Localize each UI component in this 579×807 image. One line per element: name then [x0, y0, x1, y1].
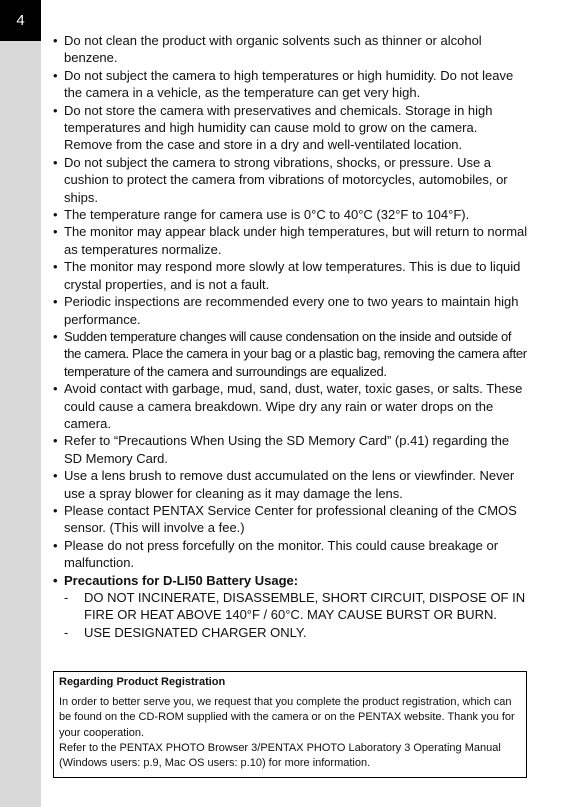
list-item-text: Do not subject the camera to high temperatures or high humidity. Do not leave the camera in a vehicle, as the temperature can get very high. [64, 67, 514, 101]
battery-heading: Precautions for D-LI50 Battery Usage: [64, 572, 299, 588]
side-margin-strip [0, 0, 41, 807]
bullet-icon: • [53, 207, 58, 223]
list-item [53, 293, 529, 328]
bullet-icon: • [53, 502, 58, 518]
list-item-text: Do not store the camera with preservatives and chemicals. Storage in high temperatures and high humidity can cause mold to grow on the camera. Remove from the case and store in a dry and well-ventilated location. [64, 102, 493, 153]
registration-notice-box [53, 671, 527, 778]
list-item [53, 467, 529, 502]
list-item [53, 328, 529, 380]
list-item [53, 223, 529, 258]
bullet-icon: • [53, 259, 58, 275]
list-item-text: The monitor may appear black under high temperatures, but will return to normal as temperatures normalize. [64, 224, 528, 257]
dash-icon: - [64, 624, 69, 640]
list-item [53, 537, 529, 572]
list-item [53, 432, 529, 467]
bullet-icon: • [53, 67, 58, 83]
list-item-text: Refer to “Precautions When Using the SD Memory Card” (p.41) regarding the SD Memory Card. [64, 433, 510, 466]
bullet-icon: • [53, 33, 58, 48]
bullet-icon: • [53, 381, 58, 397]
bullet-icon: • [53, 224, 58, 240]
bullet-icon: • [53, 154, 58, 170]
list-item [53, 154, 529, 206]
bullet-icon: • [53, 537, 58, 553]
list-item-text: Do not subject the camera to strong vibrations, shocks, or pressure. Use a cushion to protect the camera from vibrations of motorcycles, automobiles, or ships. [64, 154, 508, 205]
page-number: 4 [0, 0, 41, 41]
list-item [53, 67, 529, 102]
bullet-icon: • [53, 468, 58, 484]
list-item-text: Avoid contact with garbage, mud, sand, dust, water, toxic gases, or salts. These could cause a camera breakdown. Wipe dry any rain or water drops on the camera. [64, 381, 523, 431]
list-item [64, 589, 529, 624]
list-item-text: Please do not press forcefully on the monitor. This could cause breakage or malfunction. [64, 537, 499, 571]
battery-warnings-list [64, 589, 529, 641]
list-item [53, 206, 529, 223]
list-item-text: Please contact PENTAX Service Center for professional cleaning of the CMOS sensor. (This will involve a fee.) [64, 502, 517, 536]
bullet-icon: • [53, 328, 58, 344]
bullet-icon: • [53, 433, 58, 449]
list-item-text: The monitor may respond more slowly at low temperatures. This is due to liquid crystal properties, and is not a fault. [64, 259, 521, 292]
bullet-icon: • [53, 572, 58, 588]
list-item [53, 502, 529, 537]
list-item-text: The temperature range for camera use is 0°C to 40°C (32°F to 104°F). [64, 207, 470, 223]
list-item-text: Use a lens brush to remove dust accumulated on the lens or viewfinder. Never use a spray blower for cleaning as it may damage the lens. [64, 468, 515, 501]
list-item [53, 32, 529, 67]
list-item [53, 102, 529, 154]
dash-icon: - [64, 590, 69, 605]
registration-title: Regarding Product Registration [59, 676, 226, 688]
list-item-text: Sudden temperature changes will cause condensation on the inside and outside of the camera. Place the camera in your bag or a plastic bag, removing the camera after temperature of the camera and surroundings are equalized. [64, 328, 527, 379]
list-item [53, 258, 529, 293]
precautions-content [53, 32, 529, 641]
list-item [53, 380, 529, 432]
list-item [64, 624, 529, 641]
list-item-text: Do not clean the product with organic solvents such as thinner or alcohol benzene. [64, 33, 482, 66]
bullet-icon: • [53, 102, 58, 118]
registration-paragraph: Refer to the PENTAX PHOTO Browser 3/PENTAX PHOTO Laboratory 3 Operating Manual (Windows users: p.9, Mac OS users: p.10) for more information. [59, 741, 501, 770]
list-item-text: Periodic inspections are recommended every one to two years to maintain high performance. [64, 294, 519, 327]
list-item-text: DO NOT INCINERATE, DISASSEMBLE, SHORT CIRCUIT, DISPOSE OF IN FIRE OR HEAT ABOVE 140°F / 60°C. MAY CAUSE BURST OR BURN. [84, 590, 526, 623]
battery-precautions [53, 572, 529, 642]
list-item-text: USE DESIGNATED CHARGER ONLY. [84, 624, 307, 640]
precautions-list [53, 32, 529, 641]
bullet-icon: • [53, 294, 58, 310]
registration-paragraph: In order to better serve you, we request that you complete the product registration, which can be found on the CD-ROM supplied with the camera or on the PENTAX website. Thank you for your cooperation. [59, 696, 515, 739]
